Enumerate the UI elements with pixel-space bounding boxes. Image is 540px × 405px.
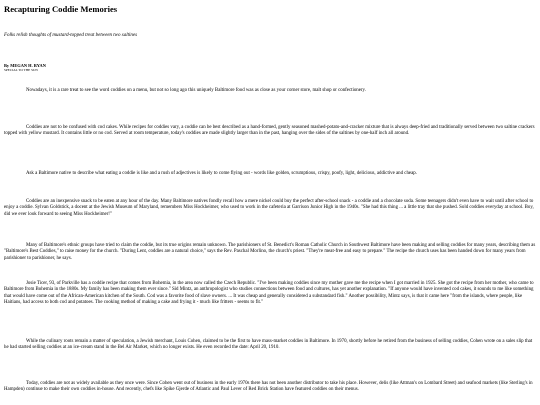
- paragraph-6: Josie Ticer, 93, of Parkville has a coddie recipe that comes from Bohemia, in the area now called the Czech Republic. "I've been making coddies since my mother gave me the recipe when I got married in 1925. She got the recipe from her mother, who came to Baltimore from Bohemia in the 1880s. My family has been making them ever since." Sid Mintz, an anthropologist who studies connections between food and cultures, has yet another explanation. "If anyone would have invented cod cakes, it sounds to me like something that would have come out of the African-American kitchen of the South. Cod was a favorite food of slave owners. ... It was cheap and generally considered a substandard fish." Another possibility, Mintz says, is that it came here "from the islands, where people, like Haitians, had access to both cod and potatoes. The cooking method of making a cake and frying it - much like fritters - seems to fit.": [4, 281, 534, 305]
- byline-affiliation: SPECIAL TO THE SUN: [4, 68, 38, 72]
- paragraph-2: Coddies are not to be confused with cod cakes. While recipes for coddies vary, a coddie can be best described as a hand-formed, gently seasoned mashed-potato-and-cracker mixture that is always deep-fried and traditionally served between two saltine crackers topped with yellow mustard. It contains little or no cod. Served at room temperature, today's coddies are made slightly larger than in the past, hanging over the sides of the saltines by one-half inch all around.: [4, 125, 535, 137]
- byline: [4, 63, 46, 73]
- paragraph-8: Today, coddies are not as widely available as they once were. Since Cohen went out of business in the early 1970s there has not been another distributor to take his place. However, delis (like Attman's on Lombard Street) and seafood markets (like Sterling's in Hampden) continue to make their own coddies in-house. And recently, chefs like Spike Gjerde of Atlantic and Paul Lever of Red Brick Station have featured coddies on their menus.: [4, 381, 533, 393]
- paragraph-3: Ask a Baltimore native to describe what eating a coddie is like and a rush of adjectives is likely to come flying out - words like golden, scrumptious, crispy, poofy, light, delicious, addictive and cheap.: [26, 171, 417, 176]
- paragraph-1: Nowadays, it is a rare treat to see the word coddies on a menu, but not so long ago this uniquely Baltimore food was as close as your corner store, malt shop or confectionery.: [26, 88, 366, 93]
- article: [4, 4, 536, 393]
- paragraph-5: Many of Baltimore's ethnic groups have tried to claim the coddie, but its true origins remain unknown. The parishioners of St. Benedict's Roman Catholic Church in Southwest Baltimore have been making and selling coddies for many years, describing them as "Baltimore's Best Coddies," to raise money for the church. "During Lent, coddies are a natural choice," says the Rev. Paschal Morlino, the church's priest. "They're meat-free and easy to prepare." The recipe the church uses has been handed down for many years from parishioner to parishioner, he says.: [4, 243, 536, 261]
- paragraph-4: Coddies are an inexpensive snack to be eaten at any hour of the day. Many Baltimore natives fondly recall how a mere nickel could buy the perfect after-school snack - a coddie and a chocolate soda. Some teenagers didn't even have to wait until after school to enjoy a coddie. Sylvan Goldstick, a docent at the Jewish Museum of Maryland, remembers Miss Hockheimer, who used to work in the cafeteria at Garrison Junior High in the 1940s. "She had this thing ... a little tray that she pushed. Sold coddies everyday at school. Boy, did we ever look forward to seeing Miss Hockheimer!": [4, 199, 534, 217]
- byline-author: By MEGAN H. RYAN: [4, 63, 46, 68]
- article-deck: Folks relish thoughts of mustard-topped treat between two saltines: [4, 33, 138, 38]
- paragraph-7: While the culinary roots remain a matter of speculation, a Jewish merchant, Louis Cohen, claimed to be the first to have mass-market coddies in Baltimore. In 1970, shortly before he retired from the business of selling coddies, Cohen wrote on a sales slip that he had started selling coddies at an ice-cream stand in the Bel Air Market, which no longer exists. He even recorded the date: April 20, 1910.: [4, 339, 533, 351]
- article-headline: Recapturing Coddie Memories: [4, 4, 118, 14]
